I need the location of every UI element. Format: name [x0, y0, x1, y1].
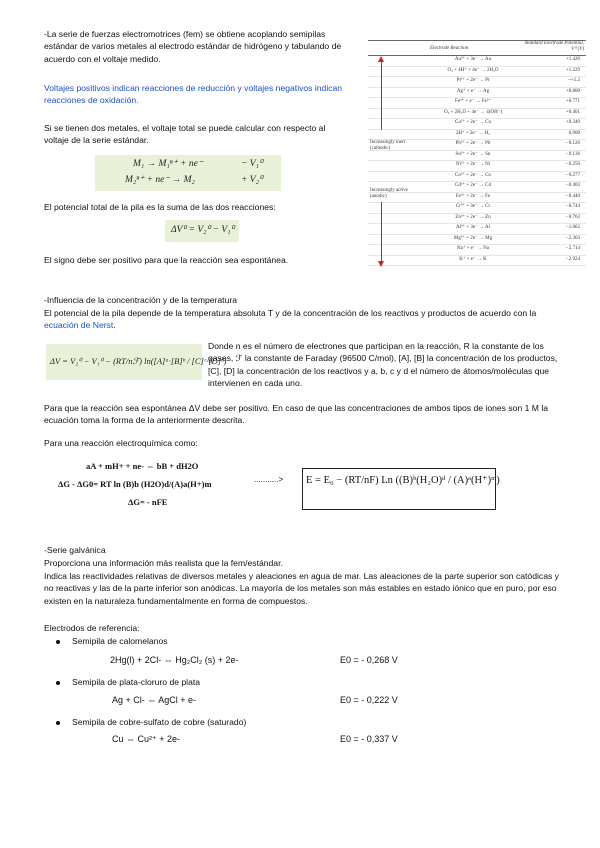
- table-row: [368, 203, 586, 214]
- bullet-dot-icon: [56, 681, 60, 685]
- table-cell-potential: −0.126: [565, 141, 580, 146]
- table-cell-reaction: Cr³⁺ + 3e⁻ → Cr: [455, 204, 491, 209]
- table-header-reaction: Electrode Reaction: [430, 46, 469, 51]
- table-cell-potential: ~+1.2: [568, 78, 580, 83]
- table-cell-potential: −0.763: [565, 214, 580, 220]
- electrode-2-reaction: Ag + Cl- ⇔ AgCl + e-: [112, 695, 197, 705]
- table-cell-reaction: Al³⁺ + 3e⁻ → Al: [455, 225, 491, 230]
- section2-p1-text: El potencial de la pila depende de la temperatura absoluta T y de la concentración de los reactivos y productos de acuerdo con la: [44, 308, 537, 318]
- table-cell-potential: +0.340: [565, 120, 580, 125]
- table-cell-potential: −0.440: [565, 193, 580, 199]
- reaction-line-1: aA + mH+ + ne- ⇔ bB + dH2O: [86, 461, 199, 471]
- equation-total-text: ΔV⁰ = V₂⁰ − V₁⁰: [171, 225, 235, 235]
- standard-emf-table: [368, 40, 586, 272]
- equation-half-reactions: [95, 155, 281, 191]
- active-arrow-line: [381, 202, 382, 262]
- equation-line-2: M₂ⁿ⁺ + ne⁻ → M₂: [125, 175, 195, 185]
- table-cell-potential: −0.250: [565, 162, 580, 167]
- intro-paragraph-3: Si se tienen dos metales, el voltaje total se puede calcular con respecto al voltaje de la serie estándar.: [44, 123, 326, 146]
- table-cell-potential: +0.771: [565, 99, 580, 104]
- electrode-2-potential: E0 = - 0,222 V: [340, 695, 398, 705]
- table-cell-reaction: Zn²⁺ + 2e⁻ → Zn: [455, 214, 491, 220]
- table-row: [368, 214, 586, 225]
- table-cell-reaction: Mg²⁺ + 2e⁻ → Mg: [453, 235, 493, 241]
- label-active: Increasingly active (anodic): [370, 188, 408, 199]
- table-header: [368, 40, 586, 56]
- electrode-1-name: Semipila de calomelanos: [72, 636, 168, 646]
- table-cell-potential: −0.403: [565, 183, 580, 188]
- equation-line-1-voltage: − V₁⁰: [241, 159, 263, 169]
- table-header-potential: Standard Electrode Potential, V⁰ (V): [524, 41, 584, 52]
- table-row: [368, 235, 586, 246]
- table-cell-reaction: Sn²⁺ + 2e⁻ → Sn: [455, 151, 491, 157]
- table-cell-potential: −0.744: [565, 204, 580, 209]
- table-cell-potential: +1.229: [565, 67, 580, 73]
- electrode-2-name: Semipila de plata-cloruro de plata: [72, 677, 201, 687]
- section3-title: -Serie galvánica: [44, 545, 106, 555]
- table-cell-reaction: O₂ + 2H₂O + 4e⁻ → 4(OH⁻): [443, 109, 502, 115]
- table-cell-potential: −1.662: [565, 225, 580, 230]
- table-row: [368, 161, 586, 172]
- inert-arrow-line: [381, 60, 382, 130]
- table-row: [368, 88, 586, 99]
- section2-paragraph-1: [44, 307, 564, 332]
- arrow-dots: ...........>: [254, 475, 284, 484]
- table-cell-potential: 0.000: [568, 130, 580, 136]
- down-arrow-icon: [378, 261, 384, 267]
- table-row: [368, 245, 586, 256]
- table-cell-potential: +0.800: [565, 88, 580, 94]
- table-row: [368, 224, 586, 235]
- section3-paragraph-2: Indica las reactividades relativas de diversos metales y aleaciones en agua de mar. Las aleaciones de la parte superior son catódicas y no reactivas y las de la parte inferior son anódicas. La mayoría de los metales son más estables en estado iónico que en puro, por eso existen en la naturaleza fundamentalmente en forma de compuestos.: [44, 571, 559, 606]
- table-cell-potential: −0.277: [565, 172, 580, 178]
- table-cell-reaction: Pb²⁺ + 2e⁻ → Pb: [455, 141, 491, 146]
- table-row: [368, 67, 586, 78]
- section2-paragraph-4: Para una reacción electroquímica como:: [44, 438, 198, 448]
- intro-paragraph-5: El signo debe ser positivo para que la reacción sea espontánea.: [44, 255, 289, 265]
- table-cell-reaction: Fe²⁺ + 2e⁻ → Fe: [455, 193, 491, 199]
- table-cell-reaction: Na⁺ + e⁻ → Na: [457, 246, 489, 251]
- electrode-3-name: Semipila de cobre-sulfato de cobre (saturado): [72, 717, 247, 727]
- table-cell-potential: +0.401: [565, 109, 580, 115]
- big-nernst-equation: E = E₀ − (RT/nF) Ln ((B)ᵇ(H₂O)ᵈ / (A)ᵃ(H⁺)ᵐ): [302, 468, 496, 510]
- section2-paragraph-2: Donde n es el número de electrones que participan en la reacción, R la constante de los gases, ℱ la constante de Faraday (96500 C/mol), [A], [B] la concentración de los productos, [C], [D] la concentración de los reactivos y a, b, c y d el número de átomos/moléculas que intervienen en cada uno.: [208, 341, 558, 389]
- section3-paragraph-1: Proporciona una información más realista que la fem/estándar.: [44, 558, 283, 568]
- table-row: [368, 119, 586, 130]
- table-cell-reaction: Ag⁺ + e⁻ → Ag: [456, 88, 490, 94]
- table-cell-potential: −2.714: [565, 246, 580, 251]
- intro-paragraph-4: El potencial total de la pila es la suma de las dos reacciones:: [44, 202, 276, 212]
- intro-paragraph-2: Voltajes positivos indican reacciones de reducción y voltajes negativos indican reacciones de oxidación.: [44, 83, 343, 106]
- table-row: [368, 77, 586, 88]
- reaction-line-3: ΔG= - nFE: [128, 497, 168, 507]
- table-cell-reaction: K⁺ + e⁻ → K: [459, 256, 487, 262]
- table-cell-reaction: Co²⁺ + 2e⁻ → Co: [455, 172, 491, 178]
- table-cell-reaction: 2H⁺ + 2e⁻ → H₂: [455, 130, 491, 136]
- equation-line-1: M₁ → M₁ⁿ⁺ + ne⁻: [133, 159, 203, 169]
- electrode-1-reaction: 2Hg(l) + 2Cl- ⇔ Hg₂Cl₂ (s) + 2e-: [110, 655, 239, 665]
- table-row: [368, 56, 586, 67]
- table-row: [368, 256, 586, 267]
- section2-title: -Influencia de la concentración y de la temperatura: [44, 295, 237, 305]
- electrode-3-reaction: Cu ⇔ Cu²⁺ + 2e-: [112, 734, 181, 744]
- table-row: [368, 172, 586, 183]
- table-row: [368, 98, 586, 109]
- table-row: [368, 151, 586, 162]
- electrode-3-potential: E0 = - 0,337 V: [340, 734, 398, 744]
- reaction-line-2: ΔG - ΔG0= RT ln (B)b (H2O)d/(A)a(H+)m: [58, 479, 212, 489]
- bullet-dot-icon: [56, 640, 60, 644]
- equation-line-2-voltage: + V₂⁰: [241, 175, 263, 185]
- table-cell-reaction: Ni²⁺ + 2e⁻ → Ni: [455, 162, 491, 167]
- table-cell-reaction: O₂ + 4H⁺ + 4e⁻ → 2H₂O: [447, 67, 499, 73]
- section2-paragraph-3: Para que la reacción sea espontánea ΔV debe ser positivo. En caso de que las concentraciones de ambos tipos de iones son 1 M la ecuación toma la forma de la anteriormente descrita.: [44, 403, 549, 426]
- table-cell-reaction: Pt²⁺ + 2e⁻ → Pt: [456, 78, 490, 83]
- table-cell-reaction: Cd²⁺ + 2e⁻ → Cd: [455, 183, 491, 188]
- intro-paragraph-1: -La serie de fuerzas electromotrices (fem) se obtiene acoplando semipilas estándar de varios metales al electrodo estándar de hidrógeno y tabulando de acuerdo con el voltaje medido.: [44, 29, 342, 64]
- equation-nerst-text: ΔV = V₂⁰ − V₁⁰ − (RT/nℱ) ln([A]ᵃ·[B]ᵇ / [C]ᶜ·[D]ᵈ): [50, 356, 227, 366]
- electrode-1-potential: E0 = - 0,268 V: [340, 655, 398, 665]
- table-cell-reaction: Au³⁺ + 3e⁻ → Au: [454, 57, 492, 62]
- label-inert: Increasingly inert (cathodic): [370, 140, 406, 151]
- table-cell-reaction: Cu²⁺ + 2e⁻ → Cu: [455, 120, 491, 125]
- table-row: [368, 109, 586, 120]
- equation-nerst: [46, 344, 227, 380]
- up-arrow-icon: [378, 56, 384, 62]
- equation-total-potential: [165, 220, 239, 242]
- table-row: [368, 130, 586, 141]
- table-cell-potential: −2.924: [565, 256, 580, 262]
- section2-p1-end: .: [113, 320, 116, 331]
- section3-paragraph-3: Electrodos de referencia:: [44, 623, 140, 633]
- nerst-equation-link[interactable]: ecuación de Nerst: [44, 320, 114, 331]
- table-cell-potential: −0.136: [565, 151, 580, 157]
- table-cell-reaction: Fe³⁺ + e⁻ → Fe²⁺: [455, 99, 491, 104]
- table-cell-potential: +1.420: [565, 57, 580, 62]
- bullet-dot-icon: [56, 721, 60, 725]
- table-cell-potential: −2.363: [565, 235, 580, 241]
